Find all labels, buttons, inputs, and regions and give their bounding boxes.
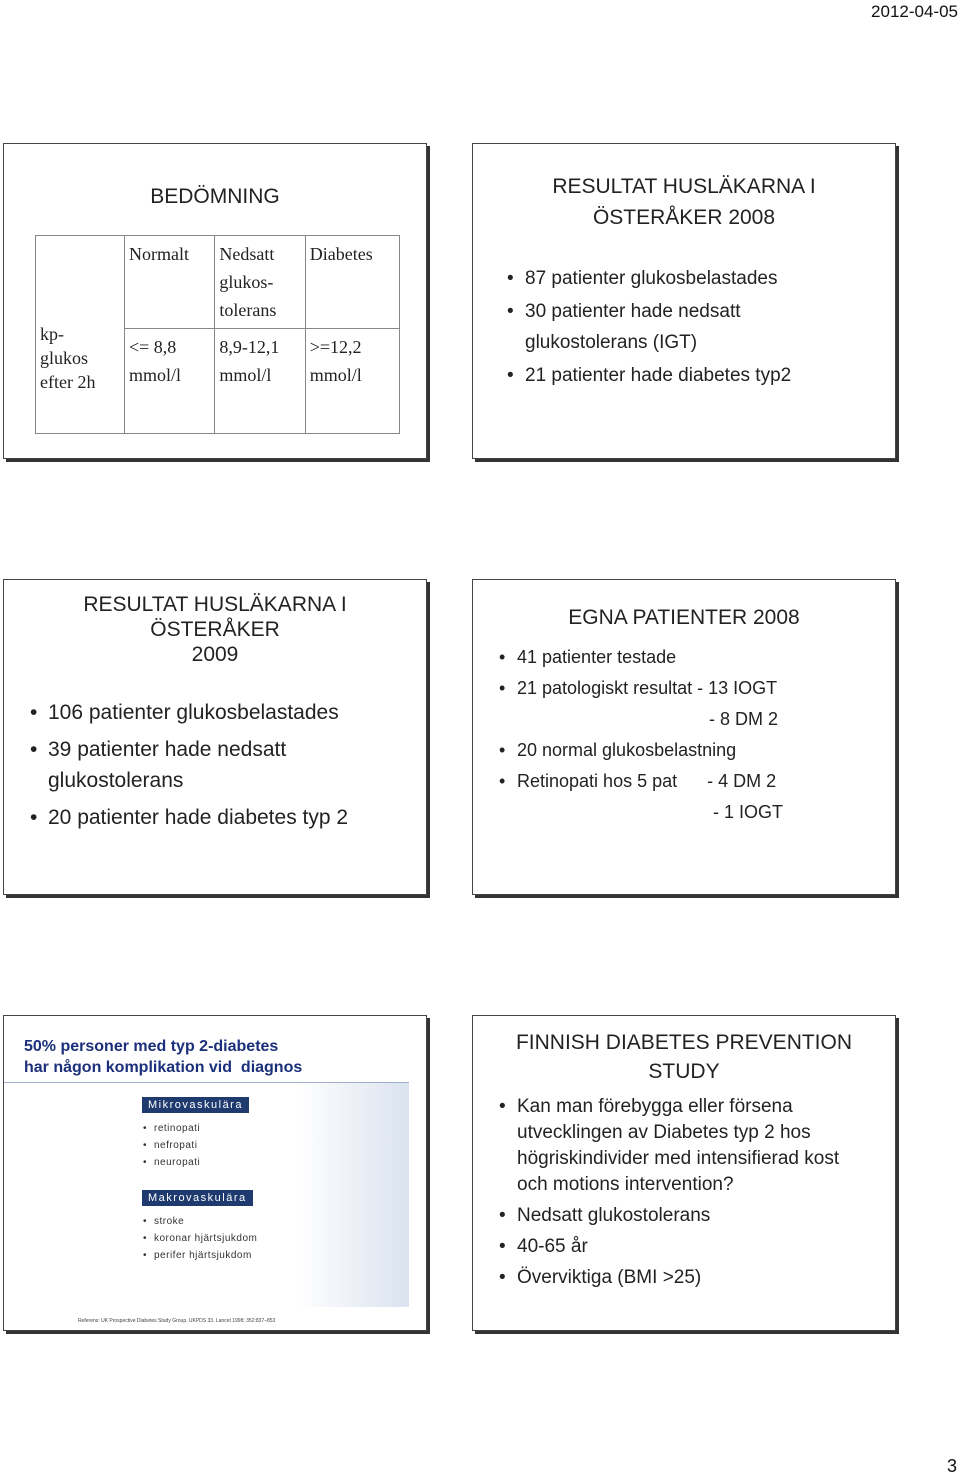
list-item: • 87 patienter glukosbelastades [503,263,895,294]
slide-title: RESULTAT HUSLÄKARNA I ÖSTERÅKER 2008 [552,175,816,229]
value-diabetes: >=12,2 mmol/l [305,329,399,434]
slide-resultat-2008 [472,143,896,459]
list-item: • 20 normal glukosbelastning [495,735,895,766]
col-header-normal: Normalt [125,236,215,329]
header-date: 2012-04-05 [871,2,958,21]
slide-resultat-2009 [3,579,427,895]
title-line: har någon komplikation vid diagnos [24,1059,303,1076]
list-item: • nefropati [140,1137,200,1154]
page-number: 3 [946,1456,957,1476]
list-item-indent: - 1 IOGT [713,802,784,822]
title-line: 50% personer med typ 2-diabetes [24,1038,279,1055]
slide-komplikationer [3,1015,427,1331]
list-item: • koronar hjärtsjukdom [140,1230,257,1247]
reference-text: Referens: UK Prospective Diabetes Study Group. UKPDS 33. Lancet 1998; 352:837–853 [78,1318,276,1324]
micro-list [140,1120,200,1171]
list-item: • 106 patienter glukosbelastades [26,697,426,728]
slide-bedomning [3,143,427,459]
bullet-list [4,697,426,833]
list-item: • 41 patienter testade [495,642,895,673]
table-row [36,236,400,329]
slide-title: EGNA PATIENTER 2008 [568,606,800,629]
bullet-list [473,642,895,828]
list-item: • stroke [140,1213,257,1230]
list-item: • 21 patologiskt resultat - 13 IOGT [495,673,895,704]
list-item: • Nedsatt glukostolerans [495,1203,895,1229]
slide-egna-patienter [472,579,896,895]
slide-title: FINNISH DIABETES PREVENTION STUDY [515,1031,853,1083]
slide-finnish-study [472,1015,896,1331]
macro-list [140,1213,257,1264]
list-item: • perifer hjärtsjukdom [140,1247,257,1264]
macro-label: Makrovaskulära [142,1190,253,1206]
list-item: • 21 patienter hade diabetes typ2 [503,360,895,391]
slide-title [24,1036,302,1078]
value-igt: 8,9-12,1 mmol/l [215,329,305,434]
bullet-list [473,263,895,391]
col-header-igt: Nedsatt glukos- tolerans [215,236,305,329]
list-item: • retinopati [140,1120,200,1137]
assessment-table [35,235,400,434]
list-item: • 39 patienter hade nedsatt glukostolerans [26,734,426,796]
col-header-diabetes: Diabetes [305,236,399,329]
list-item: • 40-65 år [495,1234,895,1260]
value-normal: <= 8,8 mmol/l [125,329,215,434]
slide-title: BEDÖMNING [150,185,280,208]
slide-title: RESULTAT HUSLÄKARNA I ÖSTERÅKER 2009 [83,593,347,666]
row-label: kp- glukos efter 2h [36,236,125,434]
list-item: • Överviktiga (BMI >25) [495,1265,895,1291]
list-item: • 20 patienter hade diabetes typ 2 [26,802,426,833]
bullet-list [473,1094,895,1291]
list-item: • Kan man förebygga eller försena utvecklingen av Diabetes typ 2 hos högriskindivider med intensifierad kost och motions intervention? [495,1094,895,1198]
list-item: • 30 patienter hade nedsatt glukostolerans (IGT) [503,296,895,358]
list-item: • Retinopati hos 5 pat - 4 DM 2 [495,766,895,797]
list-item-indent: - 8 DM 2 [709,709,779,729]
list-item: • neuropati [140,1154,200,1171]
micro-label: Mikrovaskulära [142,1097,249,1113]
